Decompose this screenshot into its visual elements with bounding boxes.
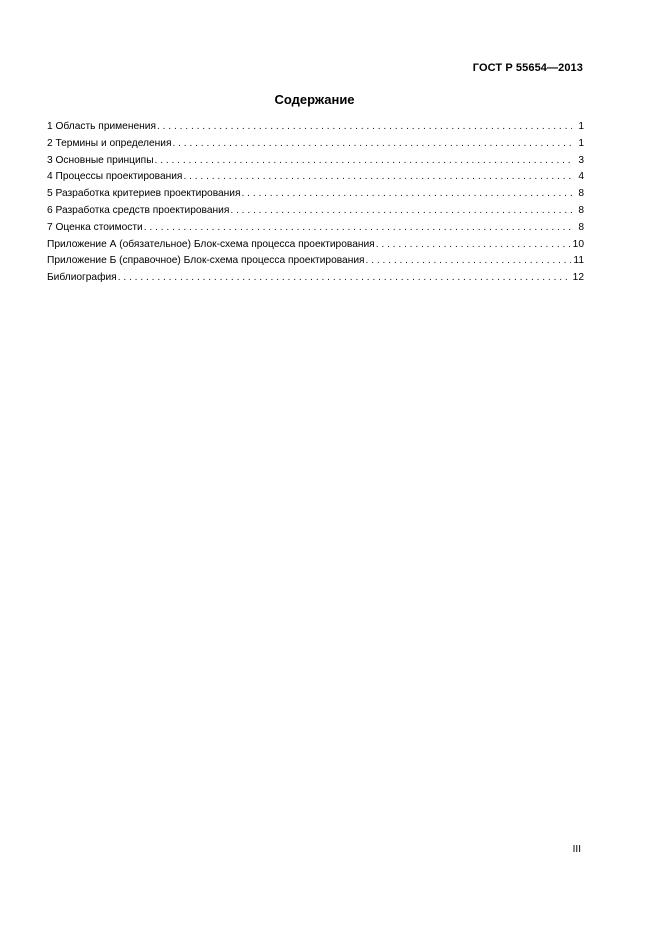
toc-entry-page: 4: [578, 171, 584, 183]
toc-entry-label: Приложение Б (справочное) Блок-схема процесса проектирования: [47, 255, 365, 267]
toc-entry-page: 8: [578, 221, 584, 233]
toc-entry-page: 10: [572, 238, 584, 250]
toc-entry-design-tools[interactable]: [47, 203, 584, 220]
toc-entry-scope[interactable]: [47, 119, 584, 136]
toc-entry-label: 5 Разработка критериев проектирования: [47, 188, 241, 200]
document-code: ГОСТ Р 55654—2013: [472, 62, 583, 74]
toc-entry-label: 1 Область применения: [47, 121, 156, 132]
toc-entry-label: 2 Термины и определения: [47, 137, 172, 149]
table-of-contents: [47, 119, 584, 287]
toc-entry-label: Приложение А (обязательное) Блок-схема процесса проектирования: [47, 238, 375, 250]
toc-entry-page: 11: [573, 255, 584, 267]
dot-leader: [183, 169, 572, 186]
toc-entry-label: 3 Основные принципы: [47, 154, 154, 166]
toc-entry-label: 4 Процессы проектирования: [47, 171, 183, 183]
toc-entry-appendix-b[interactable]: [47, 253, 584, 270]
toc-entry-label: Библиография: [47, 272, 117, 284]
toc-entry-page: 8: [578, 204, 584, 216]
dot-leader: [157, 119, 572, 136]
dot-leader: [366, 253, 572, 270]
page-number: III: [572, 844, 581, 855]
toc-entry-design-criteria[interactable]: [47, 186, 584, 203]
toc-entry-page: 1: [578, 121, 584, 132]
toc-entry-label: 7 Оценка стоимости: [47, 221, 143, 233]
dot-leader: [155, 153, 572, 170]
dot-leader: [242, 186, 573, 203]
toc-entry-label: 6 Разработка средств проектирования: [47, 204, 230, 216]
toc-entry-design-processes[interactable]: [47, 169, 584, 186]
toc-entry-principles[interactable]: [47, 153, 584, 170]
toc-entry-terms[interactable]: [47, 136, 584, 153]
toc-title: Содержание: [274, 92, 355, 107]
toc-entry-page: 3: [578, 154, 584, 166]
dot-leader: [230, 203, 572, 220]
dot-leader: [172, 136, 572, 153]
toc-entry-cost-estimate[interactable]: [47, 220, 584, 237]
dot-leader: [376, 237, 571, 254]
toc-entry-page: 1: [578, 137, 584, 149]
dot-leader: [144, 220, 572, 237]
toc-entry-bibliography[interactable]: [47, 270, 584, 287]
toc-entry-appendix-a[interactable]: [47, 237, 584, 254]
toc-entry-page: 12: [572, 272, 584, 284]
dot-leader: [118, 270, 571, 287]
toc-entry-page: 8: [578, 188, 584, 200]
